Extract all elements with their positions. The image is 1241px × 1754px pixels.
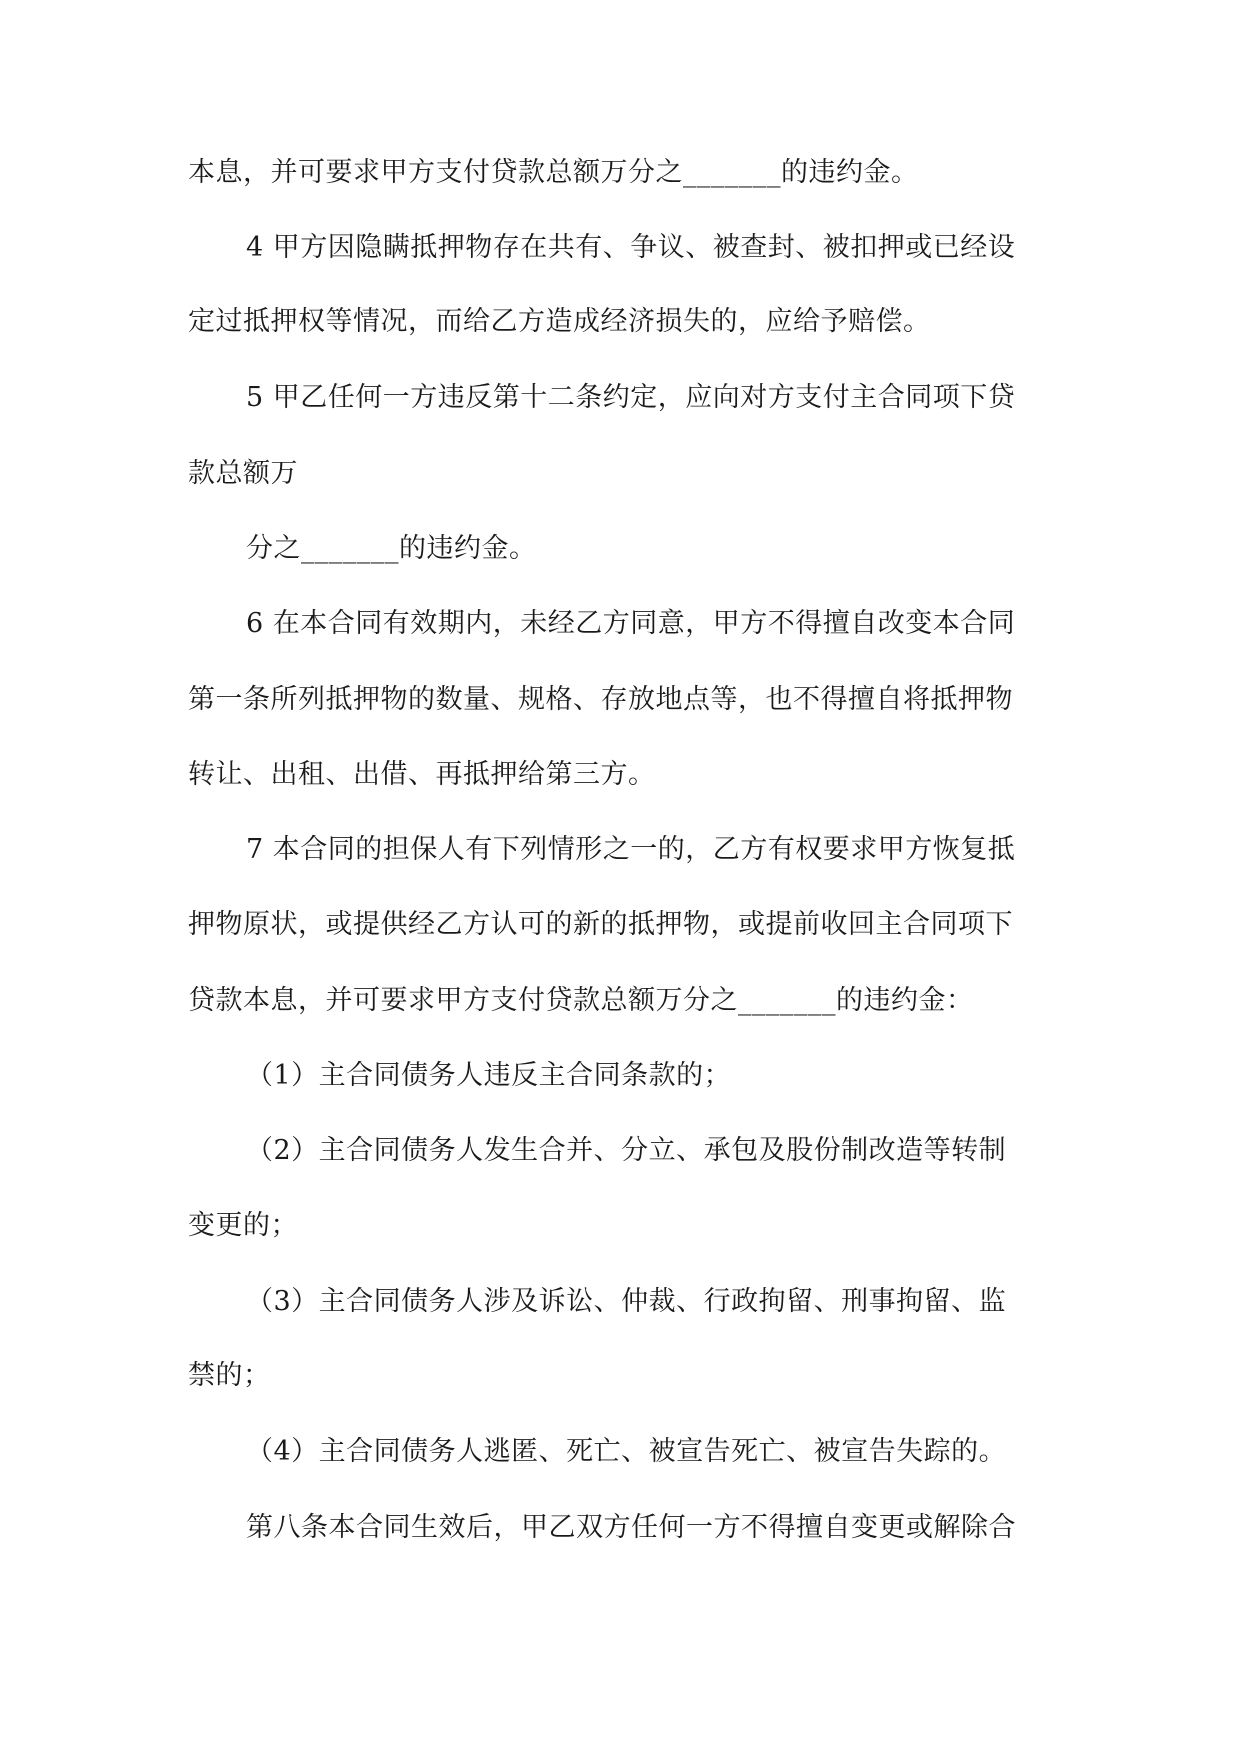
text-line: 款总额万 [188,458,298,489]
text-line: 贷款本息，并可要求甲方支付贷款总额万分之_______的违约金： [188,985,974,1016]
text-line: 转让、出租、出借、再抵押给第三方。 [188,759,656,790]
text-line: 本息，并可要求甲方支付贷款总额万分之_______的违约金。 [188,157,919,188]
list-item-2: （2）主合同债务人发生合并、分立、承包及股份制改造等转制 [246,1135,1007,1166]
article-8-start: 第八条本合同生效后，甲乙双方任何一方不得擅自变更或解除合 [246,1512,1016,1543]
text-line: 定过抵押权等情况，而给乙方造成经济损失的，应给予赔偿。 [188,306,931,337]
list-item-3: （3）主合同债务人涉及诉讼、仲裁、行政拘留、刑事拘留、监 [246,1286,1007,1317]
text-line: 押物原状，或提供经乙方认可的新的抵押物，或提前收回主合同项下 [188,909,1013,940]
text-line: 分之_______的违约金。 [246,533,537,564]
clause-6-start: 6 在本合同有效期内，未经乙方同意，甲方不得擅自改变本合同 [246,608,1016,639]
clause-5-start: 5 甲乙任何一方违反第十二条约定，应向对方支付主合同项下贷 [246,382,1016,413]
text-line: 变更的； [188,1210,298,1241]
text-line: 第一条所列抵押物的数量、规格、存放地点等，也不得擅自将抵押物 [188,684,1013,715]
clause-7-start: 7 本合同的担保人有下列情形之一的，乙方有权要求甲方恢复抵 [246,834,1016,865]
clause-4-start: 4 甲方因隐瞒抵押物存在共有、争议、被查封、被扣押或已经设 [246,232,1016,263]
text-line: 禁的； [188,1360,271,1391]
list-item-1: （1）主合同债务人违反主合同条款的； [246,1060,732,1091]
list-item-4: （4）主合同债务人逃匿、死亡、被宣告死亡、被宣告失踪的。 [246,1436,1007,1467]
